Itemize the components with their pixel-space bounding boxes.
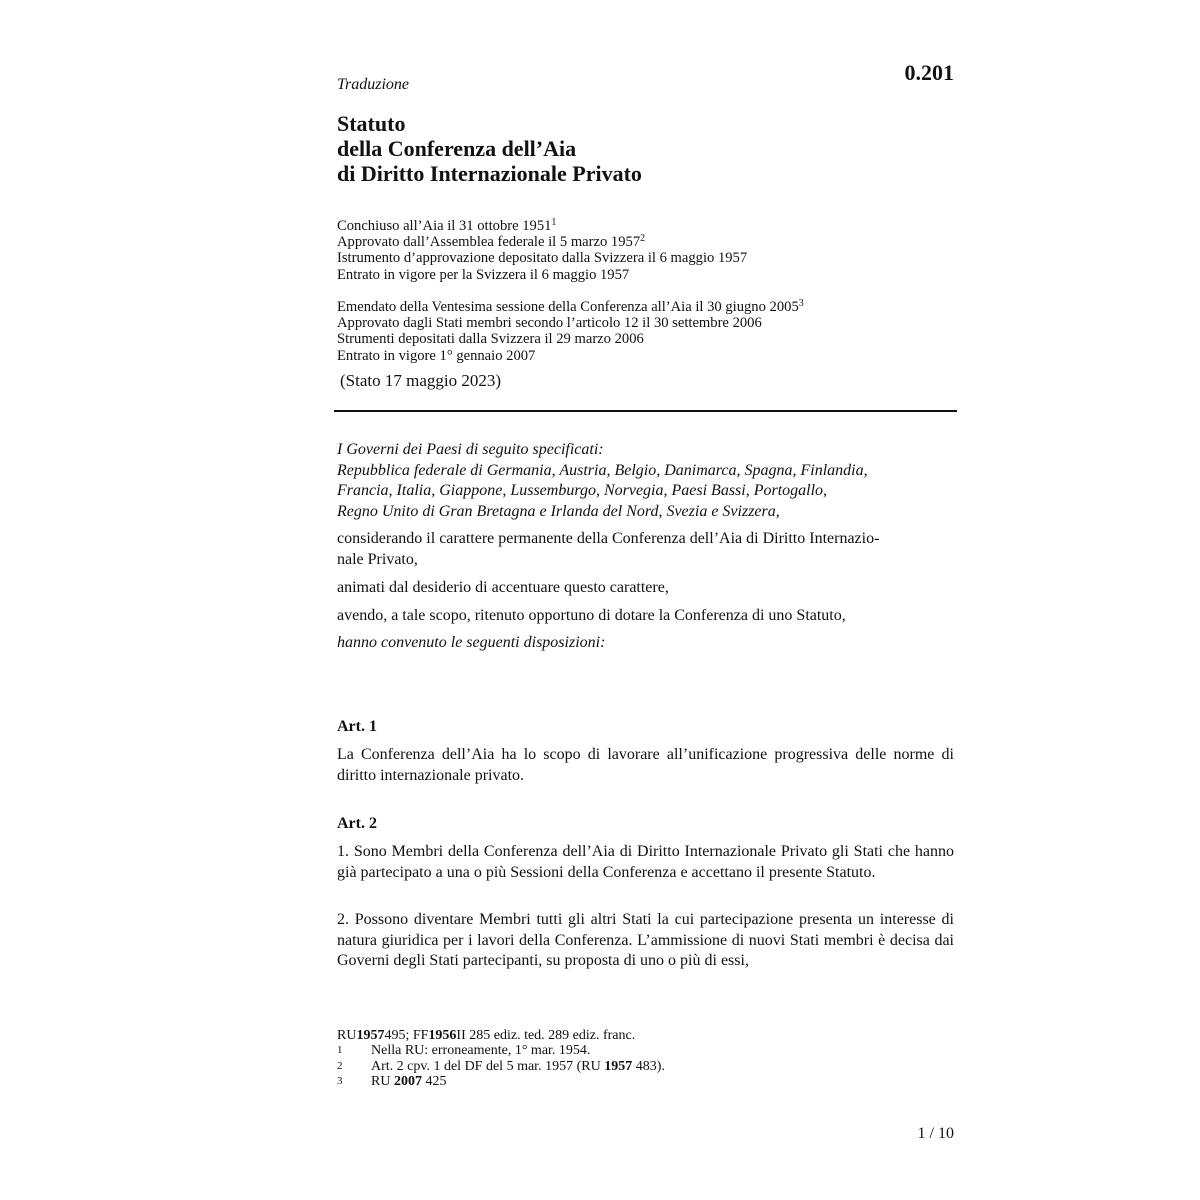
footnote-number: 1 <box>337 1044 343 1057</box>
sr-number: 0.201 <box>904 60 954 85</box>
footnote-ref[interactable]: 3 <box>798 298 804 309</box>
article-1-title: Art. 1 <box>337 718 377 735</box>
footnote-ref[interactable]: 1 <box>551 217 557 228</box>
source-reference: RU 1957 495; FF 1956 II 285 ediz. ted. 289 ediz. franc. <box>337 1028 636 1043</box>
translation-label: Traduzione <box>337 76 410 93</box>
document-title <box>337 111 642 186</box>
article-2-paragraph-2: 2. Possono diventare Membri tutti gli altri Stati la cui partecipazione presenta un interesse di natura giuridica per i lavori della Conferenza. L’ammissione di nuovi Stati membri è decisa dai Governi degli Stati partecipanti, su proposta di uno o più di essi, <box>337 911 954 969</box>
footnote-text: RU 2007 425 <box>371 1074 447 1090</box>
preamble-agreed: hanno convenuto le seguenti disposizioni: <box>337 634 606 651</box>
footnote-number: 3 <box>337 1075 343 1088</box>
header-divider <box>334 410 957 412</box>
preamble-considering: considerando il carattere permanente della Conferenza dell’Aia di Diritto Internazio- nale Privato, <box>337 530 880 568</box>
footnote-text: Nella RU: erroneamente, 1° mar. 1954. <box>371 1043 591 1059</box>
preamble-animated: animati dal desiderio di accentuare questo carattere, <box>337 579 669 596</box>
footnote-1 <box>337 1043 665 1058</box>
footnote-number: 2 <box>337 1059 343 1072</box>
title-line: Statuto <box>337 111 406 136</box>
article-2-title: Art. 2 <box>337 815 377 832</box>
title-line: della Conferenza dell’Aia <box>337 136 577 161</box>
instrument-line: Istrumento d’approvazione depositato dalla Svizzera il 6 maggio 1957 <box>337 250 748 267</box>
concluded-line: Conchiuso all’Aia il 31 ottobre 1951$^1$ <box>337 217 557 234</box>
footnote-3 <box>337 1074 665 1089</box>
page-number: 1 / 10 <box>917 1125 954 1142</box>
footnote-2 <box>337 1059 665 1074</box>
deposited-line: Strumenti depositati dalla Svizzera il 29 marzo 2006 <box>337 331 644 348</box>
status-date: (Stato 17 maggio 2023) <box>340 371 502 390</box>
article-1-text: La Conferenza dell’Aia ha lo scopo di lavorare all’unificazione progressiva delle norme di diritto internazionale privato. <box>337 746 954 784</box>
title-line: di Diritto Internazionale Privato <box>337 161 642 186</box>
footnote-text: Art. 2 cpv. 1 del DF del 5 mar. 1957 (RU 1957 483). <box>371 1058 665 1074</box>
preamble-governments: I Governi dei Paesi di seguito specificati: Repubblica federale di Germania, Austria, Belgio, Danimarca, Spagna, Finlandia, Francia, Italia, Giappone, Lussemburgo, Norvegia, Paesi Bassi, Portogallo, Regno Unito di Gran Bretagna e Irlanda del Nord, Svezia e Svizzera, <box>337 441 868 520</box>
in-force-line: Entrato in vigore per la Svizzera il 6 maggio 1957 <box>337 266 630 283</box>
amendment-block <box>337 299 804 364</box>
footnote-ref[interactable]: 2 <box>640 233 646 245</box>
article-2-paragraph-1: 1. Sono Membri della Conferenza dell’Aia di Diritto Internazionale Privato gli Stati che hanno già partecipato a una o più Sessioni della Conferenza e accettano il presente Statuto. <box>337 843 954 881</box>
preamble-having: avendo, a tale scopo, ritenuto opportuno di dotare la Conferenza di uno Statuto, <box>337 607 846 624</box>
amended-line: Emendato della Ventesima sessione della Conferenza all’Aia il 30 giugno 2005$^3$ <box>337 298 804 315</box>
amendment-in-force-line: Entrato in vigore 1° gennaio 2007 <box>337 347 536 364</box>
approved-line: Approvato dall’Assemblea federale il 5 marzo 1957$^2$ <box>337 233 646 251</box>
adoption-block <box>337 218 747 283</box>
amendment-approved-line: Approvato dagli Stati membri secondo l’articolo 12 il 30 settembre 2006 <box>337 315 762 332</box>
footnotes <box>337 1028 665 1090</box>
